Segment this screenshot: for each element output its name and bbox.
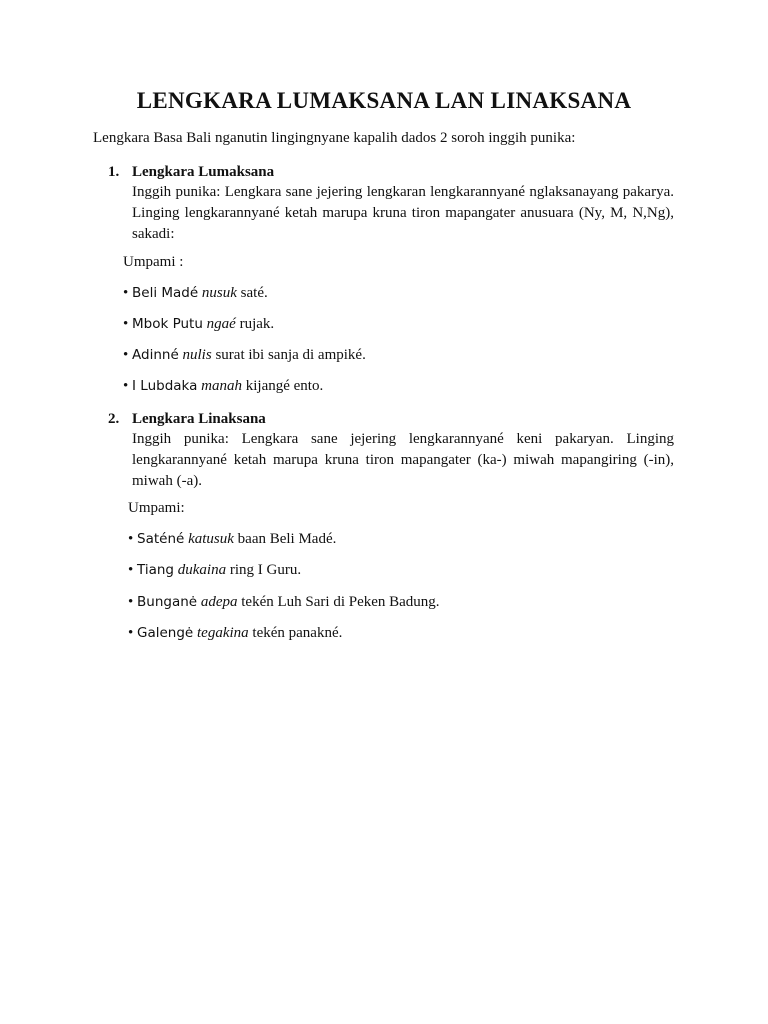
example-subject: Galengė: [137, 625, 194, 641]
section-heading-text: Lengkara Linaksana: [132, 411, 266, 427]
bullet: •: [123, 316, 129, 332]
example-rest: rujak.: [239, 316, 275, 332]
section-heading: [108, 409, 674, 429]
example-rest: ring I Guru.: [229, 562, 302, 578]
example-subject: Beli Madé: [132, 285, 199, 301]
example-verb: adepa: [200, 594, 238, 610]
section-description: Inggih punika: Lengkara sane jejering lengkaran lengkarannyané nglaksanayang pakarya. Linging lengkarannyané ketah marupa kruna tiron mapangater anusuara (Ny, M, N,Ng), sakadi:: [132, 184, 674, 242]
example-rest: tekén Luh Sari di Peken Badung.: [241, 594, 440, 610]
section-lumaksana: [108, 162, 674, 260]
example-subject: I Lubdaka: [132, 378, 198, 394]
page-title: LENGKARA LUMAKSANA LAN LINAKSANA: [136, 88, 632, 113]
section-heading-text: Lengkara Lumaksana: [132, 164, 275, 180]
example-subject: Tiang: [137, 562, 174, 578]
bullet: •: [128, 562, 134, 578]
example-label: Umpami :: [123, 254, 184, 270]
bullet: •: [123, 378, 129, 394]
bullet: •: [123, 347, 129, 363]
example-item: [123, 378, 323, 395]
example-item: [128, 594, 440, 611]
intro-paragraph: Lengkara Basa Bali nganutin lingingnyane kapalih dados 2 soroh inggih punika:: [93, 130, 576, 146]
bullet: •: [128, 625, 134, 641]
example-verb: tegakina: [197, 625, 249, 641]
example-verb: katusuk: [188, 531, 234, 547]
example-item: [128, 562, 301, 579]
section-heading: [108, 162, 674, 182]
example-verb: ngaé: [206, 316, 236, 332]
example-rest: tekén panakné.: [252, 625, 343, 641]
example-subject: Mbok Putu: [132, 316, 203, 332]
example-subject: Bunganė: [137, 594, 198, 610]
example-subject: Adinné: [132, 347, 179, 363]
section-linaksana: [108, 409, 674, 507]
bullet: •: [128, 594, 134, 610]
example-verb: nulis: [182, 347, 212, 363]
section-description: Inggih punika: Lengkara sane jejering lengkarannyané keni pakaryan. Linging lengkarannyané ketah marupa kruna tiron mapangater (ka-) miwah mapangiring (-in), miwah (-a).: [132, 431, 674, 489]
example-verb: manah: [201, 378, 242, 394]
bullet: •: [128, 531, 134, 547]
example-item: [128, 625, 342, 642]
example-rest: saté.: [240, 285, 268, 301]
example-item: [128, 531, 336, 548]
example-rest: kijangé ento.: [245, 378, 324, 394]
example-label: Umpami:: [128, 500, 185, 516]
example-item: [123, 347, 366, 364]
example-subject: Saténé: [137, 531, 185, 547]
example-rest: baan Beli Madé.: [237, 531, 337, 547]
example-item: [123, 316, 274, 333]
example-verb: dukaina: [177, 562, 227, 578]
bullet: •: [123, 285, 129, 301]
example-rest: surat ibi sanja di ampiké.: [215, 347, 366, 363]
section-number: 1.: [108, 164, 120, 180]
example-item: [123, 285, 268, 302]
example-verb: nusuk: [201, 285, 237, 301]
section-number: 2.: [108, 411, 120, 427]
